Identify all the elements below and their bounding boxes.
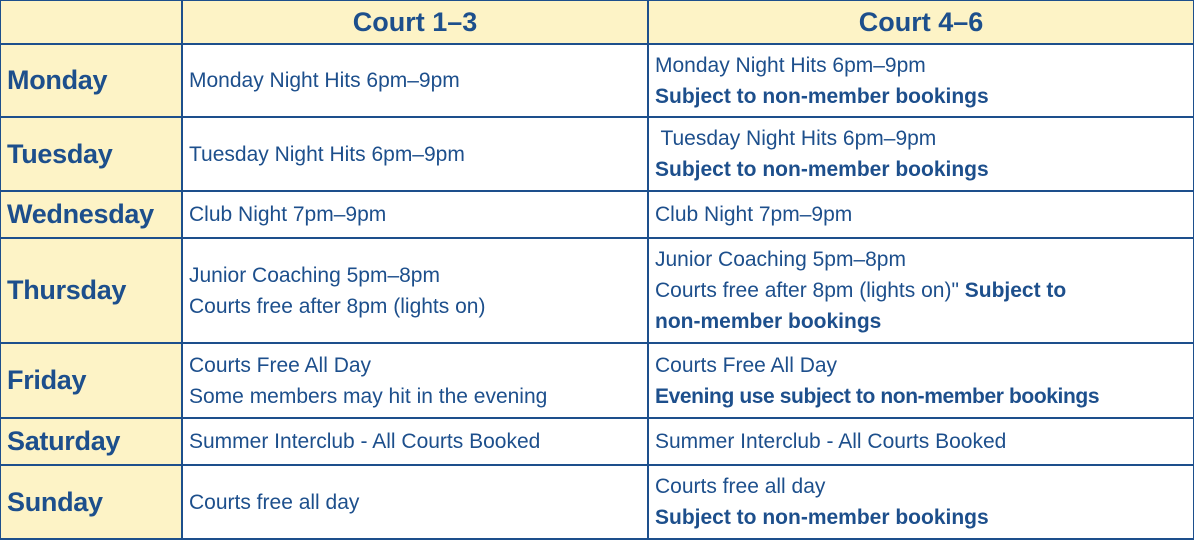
- sunday-court-1-3-line-1: Courts free all day: [189, 490, 360, 514]
- thursday-court-4-6-note-1: Subject to: [964, 279, 1067, 302]
- thursday-court-4-6-line-2: [655, 275, 1187, 306]
- table-row-thursday: [0, 238, 1194, 343]
- day-label-monday: Monday: [0, 44, 182, 117]
- day-label-friday: Friday: [0, 343, 182, 418]
- monday-court-4-6-line-1: Monday Night Hits 6pm–9pm: [655, 53, 926, 77]
- thursday-court-4-6-line-1: Junior Coaching 5pm–8pm: [655, 248, 906, 271]
- thursday-court-1-3-line-2: Courts free after 8pm (lights on): [189, 294, 486, 318]
- wednesday-court-4-6: [648, 191, 1194, 238]
- sunday-court-4-6-note: Subject to non-member bookings: [655, 506, 989, 529]
- monday-court-1-3: [182, 44, 648, 117]
- saturday-court-4-6-line-1: Summer Interclub - All Courts Booked: [655, 430, 1007, 453]
- tuesday-court-4-6-line-1: Tuesday Night Hits 6pm–9pm: [655, 127, 937, 150]
- tuesday-court-4-6: [648, 117, 1194, 191]
- sunday-court-4-6: [648, 465, 1194, 539]
- day-label-saturday: Saturday: [0, 418, 182, 465]
- thursday-court-4-6-note-2: non-member bookings: [655, 310, 882, 333]
- thursday-court-4-6-line-2-text: Courts free after 8pm (lights on)": [655, 279, 965, 302]
- tuesday-court-1-3: [182, 117, 648, 191]
- sunday-court-1-3: [182, 465, 648, 539]
- table-row-saturday: [0, 418, 1194, 465]
- thursday-court-1-3: [182, 238, 648, 343]
- monday-court-4-6-note: Subject to non-member bookings: [655, 84, 989, 108]
- saturday-court-1-3: [182, 418, 648, 465]
- day-label-tuesday: Tuesday: [0, 117, 182, 191]
- header-corner-cell: [0, 0, 182, 44]
- sunday-court-4-6-line-1: Courts free all day: [655, 475, 826, 498]
- wednesday-court-4-6-line-1: Club Night 7pm–9pm: [655, 203, 853, 226]
- friday-court-4-6-note: Evening use subject to non-member bookings: [655, 384, 1100, 408]
- friday-court-4-6-line-1: Courts Free All Day: [655, 353, 838, 377]
- friday-court-1-3-line-1: Courts Free All Day: [189, 353, 372, 377]
- table-row-monday: [0, 44, 1194, 117]
- day-label-wednesday: Wednesday: [0, 191, 182, 238]
- friday-court-1-3-line-2: Some members may hit in the evening: [189, 384, 548, 408]
- friday-court-4-6: [648, 343, 1194, 418]
- thursday-court-4-6: [648, 238, 1194, 343]
- friday-court-1-3: [182, 343, 648, 418]
- saturday-court-4-6: [648, 418, 1194, 465]
- saturday-court-1-3-line-1: Summer Interclub - All Courts Booked: [189, 430, 541, 453]
- table-row-sunday: [0, 465, 1194, 539]
- tuesday-court-1-3-line-1: Tuesday Night Hits 6pm–9pm: [189, 142, 465, 166]
- wednesday-court-1-3: [182, 191, 648, 238]
- tuesday-court-4-6-note: Subject to non-member bookings: [655, 158, 989, 181]
- header-court-4-6: Court 4–6: [648, 0, 1194, 44]
- wednesday-court-1-3-line-1: Club Night 7pm–9pm: [189, 203, 387, 226]
- day-label-sunday: Sunday: [0, 465, 182, 539]
- monday-court-1-3-line-1: Monday Night Hits 6pm–9pm: [189, 69, 460, 92]
- day-label-thursday: Thursday: [0, 238, 182, 343]
- thursday-court-1-3-line-1: Junior Coaching 5pm–8pm: [189, 263, 440, 287]
- table-header-row: [0, 0, 1194, 44]
- table-row-wednesday: [0, 191, 1194, 238]
- header-court-1-3: Court 1–3: [182, 0, 648, 44]
- monday-court-4-6: [648, 44, 1194, 117]
- table-row-friday: [0, 343, 1194, 418]
- table-row-tuesday: [0, 117, 1194, 191]
